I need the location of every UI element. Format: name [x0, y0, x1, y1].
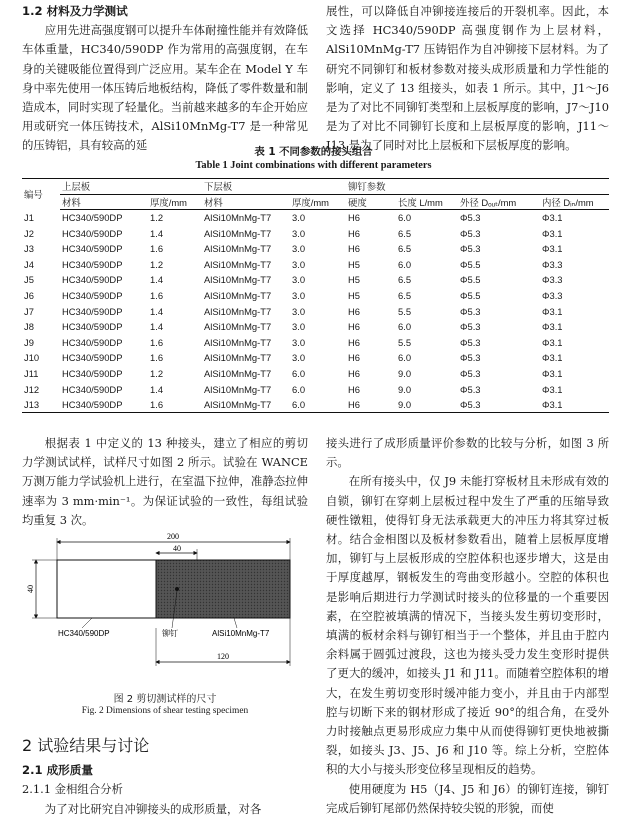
upper-material-header: 材料: [60, 194, 148, 210]
lower-thickness-header: 厚度/mm: [290, 194, 346, 210]
results-paragraph-3: 使用硬度为 H5（J4、J5 和 J6）的铆钉连接，铆钉完成后铆钉尾部仍然保持较尖锐的形貌，而使: [326, 781, 609, 815]
cell-inner-diameter: Φ3.3: [542, 258, 563, 270]
table-row: [22, 366, 609, 382]
results-paragraph-1: 接头进行了成形质量评价参数的比较与分析，如图 3 所示。: [326, 436, 609, 470]
cell-length: 6.5: [398, 227, 412, 239]
cell-inner-diameter: Φ3.1: [542, 212, 563, 224]
cell-lower-thickness: 3.0: [292, 227, 306, 239]
cell-hardness: H6: [348, 336, 360, 348]
cell-lower-material: AlSi10MnMg-T7: [204, 212, 272, 224]
cell-length: 9.0: [398, 367, 412, 379]
cell-upper-material: HC340/590DP: [62, 305, 123, 317]
alloy-label: AlSi10MnMg-T7: [212, 629, 270, 638]
cell-id: J4: [24, 258, 34, 270]
cell-outer-diameter: Φ5.3: [460, 336, 481, 348]
cell-outer-diameter: Φ5.3: [460, 321, 481, 333]
cell-lower-material: AlSi10MnMg-T7: [204, 367, 272, 379]
top-left-column: [22, 2, 308, 156]
cell-hardness: H6: [348, 367, 360, 379]
cell-inner-diameter: Φ3.3: [542, 289, 563, 301]
cell-hardness: H6: [348, 352, 360, 364]
cell-upper-thickness: 1.6: [148, 397, 202, 413]
cell-upper-thickness: 1.6: [150, 336, 164, 348]
section-2-block: [22, 728, 308, 819]
dim-200-label: 200: [167, 532, 179, 541]
cell-id: J13: [22, 397, 60, 413]
cell-length: 6.0: [398, 352, 412, 364]
cell-upper-thickness: 1.4: [150, 227, 164, 239]
cell-id: J3: [24, 243, 34, 255]
col-id-header: 编号: [22, 179, 60, 210]
cell-id: J6: [24, 289, 34, 301]
dim-120-label: 120: [217, 652, 229, 661]
cell-inner-diameter: Φ3.1: [542, 305, 563, 317]
cell-lower-material: AlSi10MnMg-T7: [204, 274, 272, 286]
lower-material-header: 材料: [202, 194, 290, 210]
cell-outer-diameter: Φ5.5: [460, 274, 481, 286]
rivet-label: 铆钉: [162, 629, 178, 638]
cell-lower-material: AlSi10MnMg-T7: [204, 352, 272, 364]
cell-length: 5.5: [398, 305, 412, 317]
cell-outer-diameter: Φ5.3: [458, 397, 540, 413]
cell-hardness: H6: [348, 305, 360, 317]
cell-hardness: H6: [346, 397, 396, 413]
cell-hardness: H5: [348, 258, 360, 270]
section-2-1-heading: 2.1 成形质量: [22, 763, 93, 778]
cell-length: 6.5: [398, 289, 412, 301]
cell-length: 6.5: [398, 274, 412, 286]
cell-upper-thickness: 1.6: [150, 352, 164, 364]
cell-upper-thickness: 1.4: [150, 321, 164, 333]
cell-id: J8: [24, 321, 34, 333]
cell-outer-diameter: Φ5.3: [460, 383, 481, 395]
cell-id: J5: [24, 274, 34, 286]
group-upper-header: 上层板: [60, 179, 202, 195]
cell-hardness: H6: [348, 321, 360, 333]
cell-upper-thickness: 1.6: [150, 289, 164, 301]
cell-lower-thickness: 3.0: [292, 336, 306, 348]
cell-lower-material: AlSi10MnMg-T7: [204, 383, 272, 395]
table-caption-en: Table 1 Joint combinations with different parameters: [195, 160, 432, 171]
cell-lower-thickness: 6.0: [290, 397, 346, 413]
materials-paragraph: 应用先进高强度钢可以提升车体耐撞性能并有效降低车体重量，HC340/590DP 作为常用的高强度钢，在车身的关键吸能位置得到广泛应用。某车企在 Model Y 车身中率先使用一体压铸后地板结构，降低了零件数量和制造成本，同时实现了轻量化。当前越来越多的车企开始应用或研究一体压铸技术，AlSi10MnMg-T7 是一种常见的压铸铝，具有较高的延: [22, 23, 308, 153]
results-paragraph-2: 在所有接头中，仅 J9 未能打穿板材且未形成有效的自锁，铆钉在穿刺上层板过程中发生了严重的压缩导致硬性镦粗，使得钉身无法承载更大的冲压力将其穿过板材。结合金相图以及板材参数看出，随着上层板厚度增加，铆钉与上层板形成的空腔体积也逐步增大，这是由于厚度越厚，钢板发生的弯曲变形越小。空腔的体积也是影响后期进行力学测试时接头的位移量的一个重要因素，在空腔被填满的情况下，当接头发生剪切变形时，填满的板材余料与铆钉相当于一个整体，并且由于腔内余料属于圆弧过渡段，这也为接头受力发生变形时提供了更大的缓冲，如接头 J1 和 J11。而随着空腔体积的增大，在发生剪切变形时缓冲能力变小，并且由于内部型腔与切断下来的钢材形成了接近 90°的组合角，在受外力时接触点更易形成应力集中从而使得铆钉更快地被撕裂，如接头 J3、J5、J6 和 J10 等。综上分析，空腔体积的大小与接头形变位移呈现相反的趋势。: [326, 474, 609, 777]
cell-upper-material: HC340/590DP: [62, 274, 123, 286]
cell-lower-thickness: 3.0: [292, 321, 306, 333]
cell-length: 9.0: [396, 397, 458, 413]
cell-inner-diameter: Φ3.1: [542, 367, 563, 379]
cell-outer-diameter: Φ5.3: [460, 243, 481, 255]
section-2-1-1-heading: 2.1.1 金相组合分析: [22, 782, 123, 797]
cell-outer-diameter: Φ5.3: [460, 212, 481, 224]
cell-inner-diameter: Φ3.1: [542, 227, 563, 239]
rivet-icon: [175, 587, 179, 591]
cell-lower-material: AlSi10MnMg-T7: [204, 305, 272, 317]
inner-diameter-header: 内径 Dᵢₙ/mm: [540, 194, 609, 210]
materials-paragraph-cont: 展性，可以降低自冲铆接连接后的开裂机率。因此，本文选择 HC340/590DP 高强度钢作为上层材料，AlSi10MnMg-T7 压铸铝作为自冲铆接下层材料。为了研究不同铆钉和板材参数对接头成形质量和力学性能的影响，定义了 13 组接头，如表 1 所示。其中，J1～J6 是为了对比不同铆钉类型和上层板厚度的影响，J7～J10 是为了对比不同铆钉长度和上层板厚度的影响，J11～J13 是为了同时对比上层板和下层板厚度的影响。: [326, 4, 609, 153]
cell-lower-thickness: 3.0: [292, 258, 306, 270]
dim-40-label: 40: [173, 544, 181, 553]
table-row: [22, 334, 609, 350]
cell-upper-material: HC340/590DP: [62, 367, 123, 379]
cell-outer-diameter: Φ5.3: [460, 227, 481, 239]
cell-lower-material: AlSi10MnMg-T7: [204, 227, 272, 239]
table-row: [22, 319, 609, 335]
cell-upper-thickness: 1.2: [150, 367, 164, 379]
cell-upper-material: HC340/590DP: [62, 352, 123, 364]
cell-hardness: H6: [348, 227, 360, 239]
cell-upper-material: HC340/590DP: [60, 397, 148, 413]
cell-length: 6.0: [398, 321, 412, 333]
table-row: [22, 288, 609, 304]
table-row: [22, 381, 609, 397]
figure-caption-en: Fig. 2 Dimensions of shear testing specimen: [81, 706, 249, 716]
top-right-column: [326, 2, 609, 156]
cell-upper-material: HC340/590DP: [62, 336, 123, 348]
specimen-paragraph: 根据表 1 中定义的 13 种接头，建立了相应的剪切力学测试试样，试样尺寸如图 2 所示。试验在 WANCE 万测万能力学试验机上进行，在室温下拉伸，准静态拉伸速率为 3 mm·min⁻¹。为保证试验的一致性，每组试验均重复 3 次。: [22, 436, 308, 527]
section-2-1-1-paragraph: 为了对比研究自冲铆接头的成形质量，对各: [44, 801, 262, 816]
cell-lower-thickness: 3.0: [292, 243, 306, 255]
cell-inner-diameter: Φ3.3: [542, 274, 563, 286]
cell-upper-thickness: 1.6: [150, 243, 164, 255]
cell-outer-diameter: Φ5.3: [460, 305, 481, 317]
cell-upper-material: HC340/590DP: [62, 243, 123, 255]
cell-upper-thickness: 1.4: [150, 305, 164, 317]
cell-id: J12: [24, 383, 40, 395]
cell-id: J11: [24, 367, 39, 379]
cell-inner-diameter: Φ3.1: [542, 321, 563, 333]
cell-upper-material: HC340/590DP: [62, 258, 123, 270]
cell-upper-material: HC340/590DP: [62, 212, 123, 224]
figure-caption-cn: 图 2 剪切测试样的尺寸: [113, 694, 217, 705]
joint-combinations-table: [22, 178, 609, 413]
table-body: [22, 210, 609, 413]
cell-length: 6.5: [398, 243, 412, 255]
cell-lower-material: AlSi10MnMg-T7: [204, 336, 272, 348]
cell-lower-thickness: 3.0: [292, 289, 306, 301]
cell-lower-material: AlSi10MnMg-T7: [204, 321, 272, 333]
cell-length: 6.0: [398, 212, 412, 224]
cell-lower-thickness: 6.0: [292, 367, 306, 379]
outer-diameter-header: 外径 Dₒᵤₜ/mm: [458, 194, 540, 210]
cell-outer-diameter: Φ5.3: [460, 367, 481, 379]
cell-upper-material: HC340/590DP: [62, 383, 123, 395]
table-row: [22, 397, 609, 413]
cell-outer-diameter: Φ5.5: [460, 258, 481, 270]
section-2-heading: 2 试验结果与讨论: [22, 736, 150, 755]
cell-lower-thickness: 3.0: [292, 352, 306, 364]
cell-hardness: H6: [348, 243, 360, 255]
table-row: [22, 210, 609, 226]
cell-upper-thickness: 1.2: [150, 212, 164, 224]
cell-lower-material: AlSi10MnMg-T7: [204, 289, 272, 301]
cell-outer-diameter: Φ5.3: [460, 352, 481, 364]
cell-upper-thickness: 1.4: [150, 383, 164, 395]
cell-upper-material: HC340/590DP: [62, 289, 123, 301]
cell-lower-thickness: 3.0: [292, 212, 306, 224]
table-row: [22, 225, 609, 241]
table-row: [22, 350, 609, 366]
length-header: 长度 L/mm: [396, 194, 458, 210]
cell-id: J7: [24, 305, 34, 317]
bottom-right-column: [326, 434, 609, 818]
table-caption-cn: 表 1 不同参数的接头组合: [254, 146, 373, 158]
cell-outer-diameter: Φ5.5: [460, 289, 481, 301]
steel-label: HC340/590DP: [58, 629, 110, 638]
table-row: [22, 303, 609, 319]
cell-id: J1: [24, 211, 34, 223]
cell-id: J10: [24, 352, 40, 364]
cell-lower-material: AlSi10MnMg-T7: [204, 258, 272, 270]
cell-inner-diameter: Φ3.1: [542, 336, 563, 348]
table-row: [22, 272, 609, 288]
cell-inner-diameter: Φ3.1: [542, 352, 563, 364]
upper-thickness-header: 厚度/mm: [148, 194, 202, 210]
cell-length: 9.0: [398, 383, 412, 395]
cell-inner-diameter: Φ3.1: [542, 383, 563, 395]
group-lower-header: 下层板: [202, 179, 346, 195]
cell-inner-diameter: Φ3.1: [540, 397, 609, 413]
cell-upper-thickness: 1.4: [150, 274, 164, 286]
cell-lower-material: AlSi10MnMg-T7: [202, 397, 290, 413]
shear-specimen-figure: [22, 532, 308, 702]
cell-hardness: H5: [348, 289, 360, 301]
cell-lower-material: AlSi10MnMg-T7: [204, 243, 272, 255]
cell-hardness: H6: [348, 383, 360, 395]
cell-upper-thickness: 1.2: [150, 258, 164, 270]
cell-upper-material: HC340/590DP: [62, 227, 123, 239]
cell-length: 5.5: [398, 336, 412, 348]
dim-side-label: 40: [26, 585, 35, 593]
bottom-left-column: [22, 434, 308, 530]
cell-id: J9: [24, 336, 34, 348]
cell-upper-material: HC340/590DP: [62, 321, 123, 333]
table-row: [22, 241, 609, 257]
cell-length: 6.0: [398, 258, 412, 270]
cell-inner-diameter: Φ3.1: [542, 243, 563, 255]
table-row: [22, 256, 609, 272]
cell-lower-thickness: 3.0: [292, 274, 306, 286]
hardness-header: 硬度: [346, 194, 396, 210]
cell-lower-thickness: 3.0: [292, 305, 306, 317]
cell-lower-thickness: 6.0: [292, 383, 306, 395]
cell-id: J2: [24, 227, 34, 239]
section-1-2-heading: 1.2 材料及力学测试: [22, 4, 128, 18]
cell-hardness: H5: [348, 274, 360, 286]
cell-hardness: H6: [348, 212, 360, 224]
group-rivet-header: 铆钉参数: [346, 179, 609, 195]
